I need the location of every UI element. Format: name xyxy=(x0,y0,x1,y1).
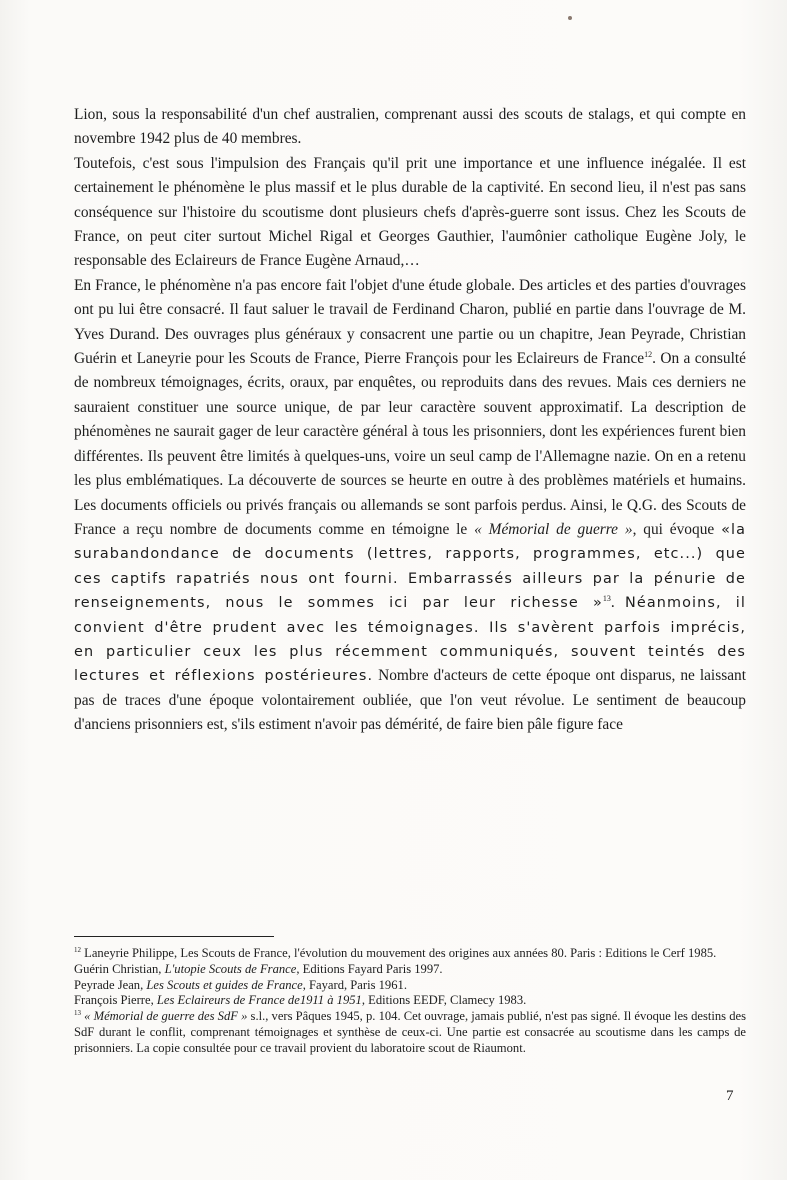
footnote-12-francois: François Pierre, Les Eclaireurs de France de1911 à 1951, Editions EEDF, Clamecy 1983. xyxy=(74,993,527,1008)
paragraph-3: En France, le phénomène n'a pas encore fait l'objet d'une étude globale. Des articles et des parties d'ouvrages ont pu lui être consacré. Il faut saluer le travail de Ferdinand Charon, publié en partie dans l'ouvrage de M. Yves Durand. Des ouvrages plus généraux y consacrent une partie ou un chapitre, Jean Peyrade, Christian Guérin et Laneyrie pour les Scouts de France, Pierre François pour les Eclaireurs de France$^{12}$. On a consulté de nombreux témoignages, écrits, oraux, par enquêtes, ou reproduits dans des revues. Mais ces derniers ne sauraient constituer une source unique, de par leur caractère souvent approximatif. La description de phénomènes ne saurait gager de leur caractère général à tous les prisonniers, dont les expériences furent bien différentes. Ils peuvent être limités à quelques-uns, voire un seul camp de l'Allemagne nazie. On en a retenu les plus emblématiques. La découverte de sources se heurte en outre à des problèmes matériels et humains. Les documents officiels ou privés français ou allemands se sont parfois perdus. Ainsi, le Q.G. des Scouts de France a reçu nombre de documents comme en témoigne le « Mémorial de guerre », qui évoque «la surabandondance de documents (lettres, rapports, programmes, etc...) que ces captifs rapatriés nous ont fourni. Embarrassés ailleurs par la pénurie de renseignements, nous le sommes ici par leur richesse »$^{13}$. Néanmoins, il convient d'être prudent avec les témoignages. Ils s'avèrent parfois imprécis, en particulier ceux les plus récemment communiqués, souvent teintés des lectures et réflexions postérieures. Nombre d'acteurs de cette époque ont disparus, ne laissant pas de traces d'une époque volontairement oubliée, que l'on veut révolue. Le sentiment de beaucoup d'anciens prisonniers est, s'ils estiment n'avoir pas démérité, de faire bien pâle figure face xyxy=(74,276,747,734)
paragraph-1: Lion, sous la responsabilité d'un chef australien, comprenant aussi des scouts de stalags, et qui compte en novembre 1942 plus de 40 membres. xyxy=(74,106,746,148)
footnote-rule xyxy=(74,936,274,937)
footnote-12-guerin: Guérin Christian, L'utopie Scouts de France, Editions Fayard Paris 1997. xyxy=(74,961,443,976)
paragraph-2: Toutefois, c'est sous l'impulsion des Français qu'il prit une importance et une influence inégalée. Il est certainement le phénomène le plus massif et le plus durable de la captivité. En second lieu, il n'est pas sans conséquence sur l'histoire du scoutisme dont plusieurs chefs d'après-guerre sont issus. Chez les Scouts de France, on peut citer surtout Michel Rigal et Georges Gauthier, l'aumônier catholique Eugène Joly, le responsable des Eclaireurs de France Eugène Arnaud,… xyxy=(74,154,746,270)
memorial-title: « Mémorial de guerre » xyxy=(474,520,633,538)
footnote-ref-12: 12 xyxy=(644,350,653,360)
caution-sentence: Néanmoins, il convient d'être prudent avec les témoignages. Ils s'avèrent parfois imprécis, en particulier ceux les plus récemment communiqués, souvent teintés des lectures et réflexions postérieures. xyxy=(74,595,746,685)
page-number: 7 xyxy=(726,1088,734,1104)
footnote-12: $^{12}$ Laneyrie Philippe, Les Scouts de France, l'évolution du mouvement des origines aux années 80. Paris : Editions le Cerf 1985. xyxy=(74,946,717,960)
footnote-12-peyrade: Peyrade Jean, Les Scouts et guides de France, Fayard, Paris 1961. xyxy=(74,977,407,992)
footnote-13: $^{13}$ « Mémorial de guerre des SdF » s.l., vers Pâques 1945, p. 104. Cet ouvrage, jamais publié, n'est pas signé. Il évoque les destins des SdF durant le conflit, comprenant témoignages et synthèse de ceux-ci. Une partie est consacrée au scoutisme dans les camps de prisonniers. La copie consultée pour ce travail provient du laboratoire scout de Riaumont. xyxy=(74,1009,747,1055)
body-text xyxy=(74,103,746,738)
memorial-quote: «la surabandondance de documents (lettres, rapports, programmes, etc...) que ces captifs rapatriés nous ont fourni. Embarrassés ailleurs par la pénurie de renseignements, nous le sommes ici par leur richesse » xyxy=(74,521,746,612)
footnotes xyxy=(74,946,746,1057)
footnote-ref-13: 13 xyxy=(602,594,611,604)
page-speck xyxy=(568,16,572,20)
